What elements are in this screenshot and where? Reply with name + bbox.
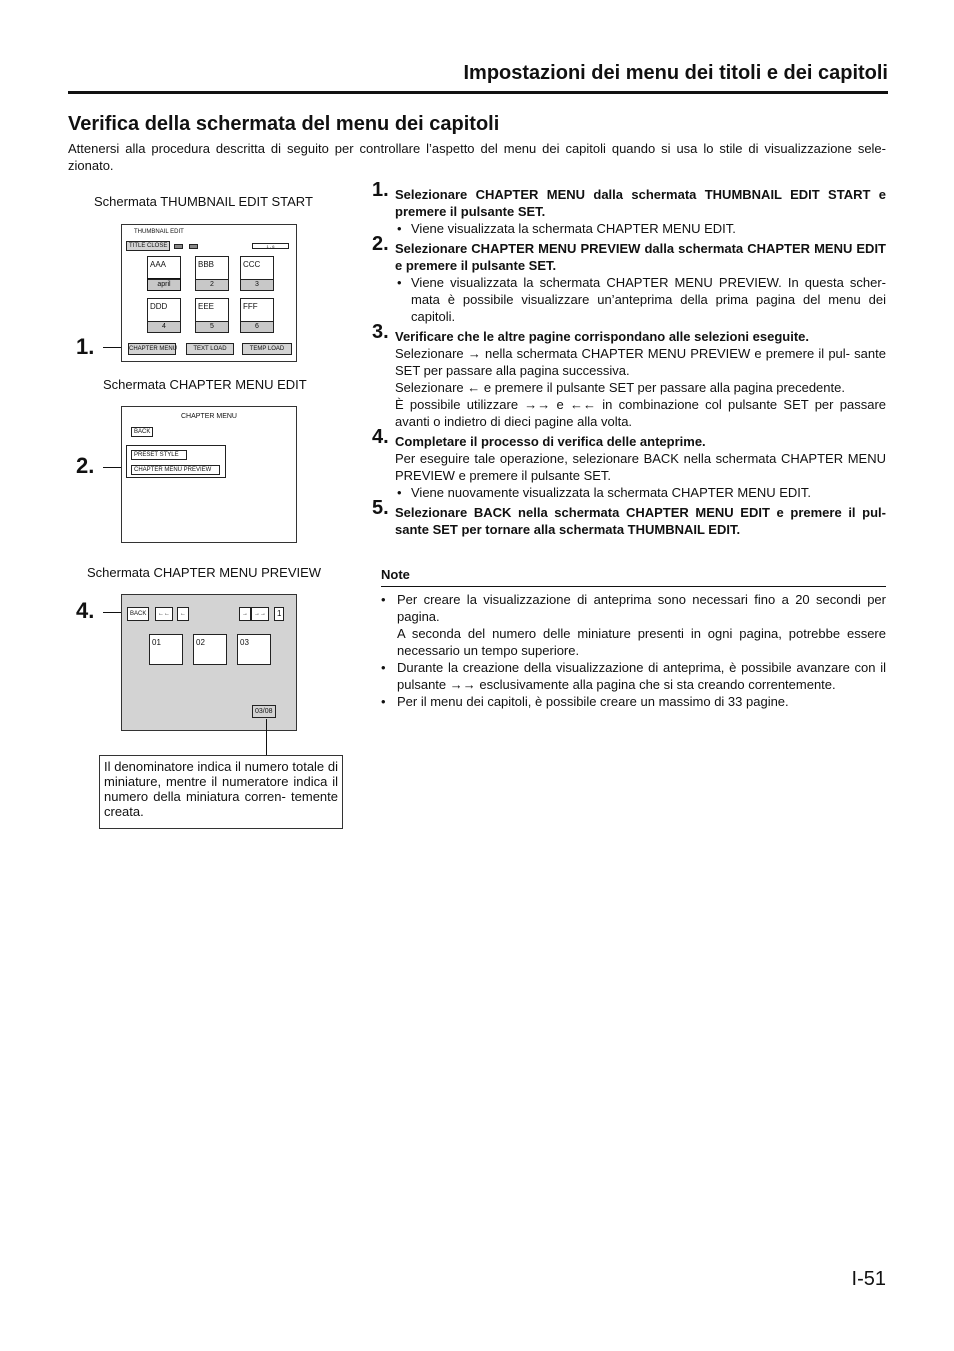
next-button: → [239, 607, 251, 621]
chapter-menu-button: CHAPTER MENU [128, 343, 176, 355]
next10-button: →→ [251, 607, 269, 621]
thumb: 02 [193, 634, 227, 665]
prev-button: ← [177, 607, 189, 621]
chapter-menu-preview-item: CHAPTER MENU PREVIEW [131, 465, 220, 475]
counter-callout: Il denominatore indica il numero totale di miniature, mentre il numeratore indica il numero della miniatura corren- temente creata. [99, 755, 343, 829]
step-1: 1. Selezionare CHAPTER MENU dalla schermata THUMBNAIL EDIT START e premere il pulsante SET. • Viene visualizzata la schermata CHAPTER MENU EDIT. [372, 186, 886, 237]
page-number: I-51 [851, 1268, 886, 1290]
caption-chapter-menu-edit: Schermata CHAPTER MENU EDIT [103, 377, 307, 392]
marker-4: 4. [76, 598, 95, 623]
thumb: EEE 5 [195, 298, 229, 333]
back-button: BACK [127, 607, 149, 621]
step-3: 3. Verificare che le altre pagine corrispondano alle selezioni eseguite. Selezionare → nella schermata CHAPTER MENU PREVIEW e premere il pul- sante SET per passare alla pagina successiva. Selezionare ← e premere il pulsante SET per passare alla pagina precedente. È possibile utilizzare →→ e ←← in combinazione col pulsante SET per passare avanti o indietro di dieci pagine alla volta. [372, 321, 886, 429]
thumb: CCC 3 [240, 256, 274, 291]
note-item: • Per creare la visualizzazione di anteprima sono necessari fino a 20 secondi per pagina. [381, 591, 886, 625]
title-close-button: TITLE CLOSE [126, 241, 170, 251]
thumbnail-counter: 03/08 [252, 705, 276, 718]
screen-title: CHAPTER MENU [180, 413, 237, 420]
section-header: Impostazioni dei menu dei titoli e dei capitoli [68, 62, 888, 94]
thumb: DDD 4 [147, 298, 181, 333]
note-heading: Note [381, 566, 886, 587]
marker-1: 1. [76, 334, 95, 359]
note-item: A seconda del numero delle miniature presenti in ogni pagina, potrebbe essere necessario un tempo superiore. [397, 626, 886, 658]
note-section [381, 566, 886, 710]
thumb: BBB 2 [195, 256, 229, 291]
step-4: 4. Completare il processo di verifica delle anteprime. Per eseguire tale operazione, selezionare BACK nella schermata CHAPTER MENU PREVIEW e premere il pulsante SET. • Viene nuovamente visualizzata la schermata CHAPTER MENU EDIT. [372, 433, 886, 501]
note-item: • Durante la creazione della visualizzazione di anteprima, è possibile avanzare con il pulsante →→ esclusivamente alla pagina che si sta creando correntemente. [381, 659, 886, 693]
thumb: AAA april [147, 256, 181, 291]
chapter-menu-preview-screen [121, 594, 297, 731]
thumbnail-edit-screen [121, 224, 297, 362]
intro-text: Attenersi alla procedura descritta di seguito per controllare l’aspetto del menu dei capitoli quando si usa lo stile di visualizzazione sele- zionato. [68, 141, 886, 173]
caption-thumbnail-edit: Schermata THUMBNAIL EDIT START [94, 194, 313, 209]
note-item: • Per il menu dei capitoli, è possibile creare un massimo di 33 pagine. [381, 693, 886, 710]
text-load-button: TEXT LOAD [186, 343, 234, 355]
step-2: 2. Selezionare CHAPTER MENU PREVIEW dalla schermata CHAPTER MENU EDIT e premere il pulsante SET. • Viene visualizzata la schermata CHAPTER MENU PREVIEW. In questa scher- mata è possibile visualizzare un’anteprima della prima pagina del menu dei capitoli. [372, 240, 886, 325]
marker-2: 2. [76, 453, 95, 478]
chapter-menu-edit-screen [121, 406, 297, 543]
caption-chapter-menu-preview: Schermata CHAPTER MENU PREVIEW [87, 565, 322, 580]
thumb: 01 [149, 634, 183, 665]
page-title: Verifica della schermata del menu dei capitoli [68, 113, 500, 135]
thumb: 03 [237, 634, 271, 665]
page-number-box: 1 [274, 607, 284, 621]
screen-title: THUMBNAIL EDIT [134, 229, 184, 235]
step-5: 5. Selezionare BACK nella schermata CHAPTER MENU EDIT e premere il pul- sante SET per tornare alla schermata THUMBNAIL EDIT. [372, 497, 886, 537]
steps-list [372, 179, 886, 538]
prev10-button: ←← [155, 607, 173, 621]
range-indicator: 1 - 6 [252, 243, 289, 249]
temp-load-button: TEMP LOAD [242, 343, 292, 355]
thumb: FFF 6 [240, 298, 274, 333]
back-button: BACK [131, 427, 153, 437]
preset-style-item: PRESET STYLE [131, 450, 187, 460]
